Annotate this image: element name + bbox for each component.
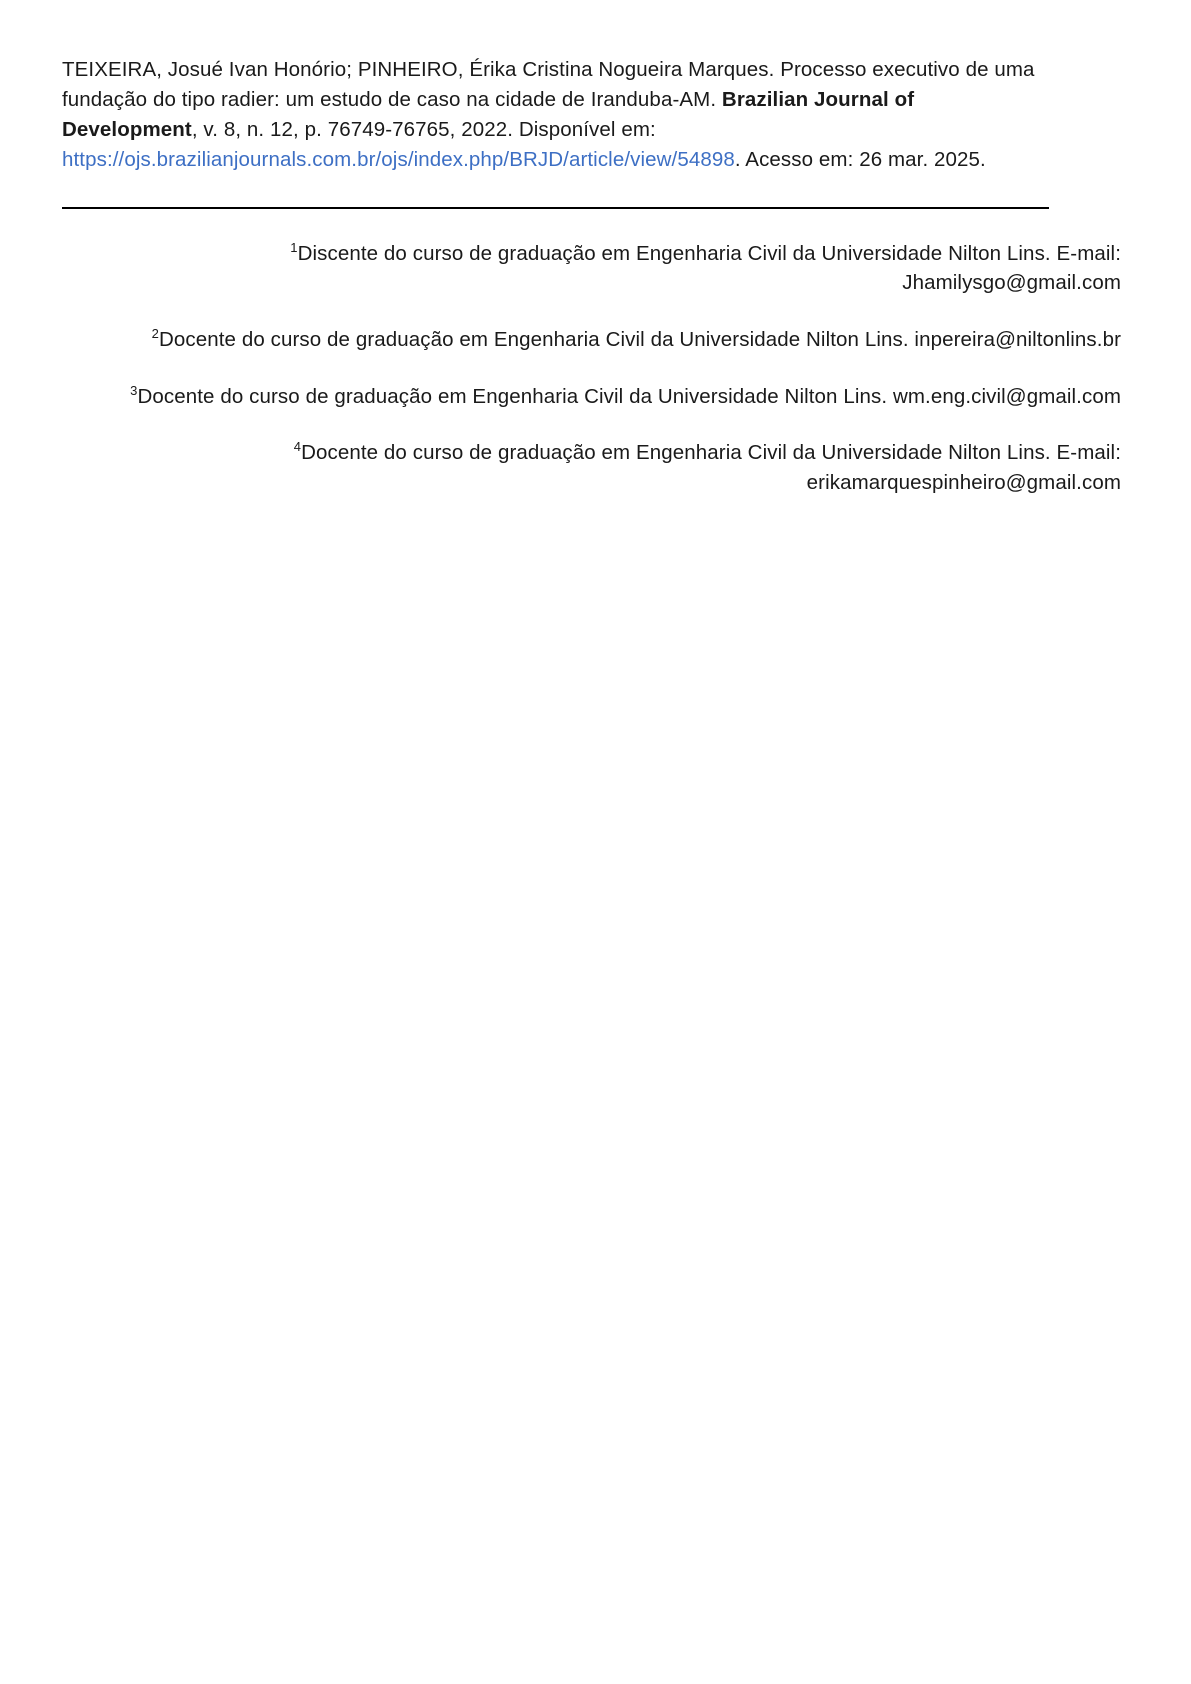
- footnote-marker: 4: [293, 439, 302, 455]
- article-url-link[interactable]: https://ojs.brazilianjournals.com.br/ojs/index.php/BRJD/article/view/54898: [62, 148, 735, 172]
- footnote-item: [122, 438, 1121, 497]
- footnote-item: [122, 382, 1121, 412]
- journal-title: Brazilian Journal of Development: [62, 88, 915, 142]
- footnote-marker: 3: [130, 382, 138, 398]
- footnote-text: Docente do curso de graduação em Engenharia Civil da Universidade Nilton Lins. wm.eng.civil@gmail.com: [137, 384, 1121, 408]
- reference-text-part-3: . Acesso em: 26 mar. 2025.: [734, 148, 986, 172]
- footnote-marker: 1: [290, 239, 298, 255]
- footnote-text: Discente do curso de graduação em Engenharia Civil da Universidade Nilton Lins. E-mail: Jhamilysgo@gmail.com: [297, 241, 1121, 295]
- footnote-text: Docente do curso de graduação em Engenharia Civil da Universidade Nilton Lins. inpereira@niltonlins.br: [158, 327, 1121, 351]
- footnote-divider: [62, 207, 1049, 209]
- footnotes-section: [62, 239, 1121, 498]
- footnote-item: [122, 325, 1121, 355]
- reference-text-part-1: TEIXEIRA, Josué Ivan Honório; PINHEIRO, Érika Cristina Nogueira Marques. Processo executivo de uma fundação do tipo radier: um estudo de caso na cidade de Iranduba-AM.: [62, 58, 1035, 112]
- footnote-marker: 2: [151, 326, 159, 342]
- reference-text-part-2: , v. 8, n. 12, p. 76749-76765, 2022. Disponível em:: [191, 118, 656, 142]
- bibliographic-reference: [62, 55, 1121, 176]
- footnote-text: Docente do curso de graduação em Engenharia Civil da Universidade Nilton Lins. E-mail: erikamarquespinheiro@gmail.com: [301, 441, 1121, 495]
- footnote-item: [122, 239, 1121, 298]
